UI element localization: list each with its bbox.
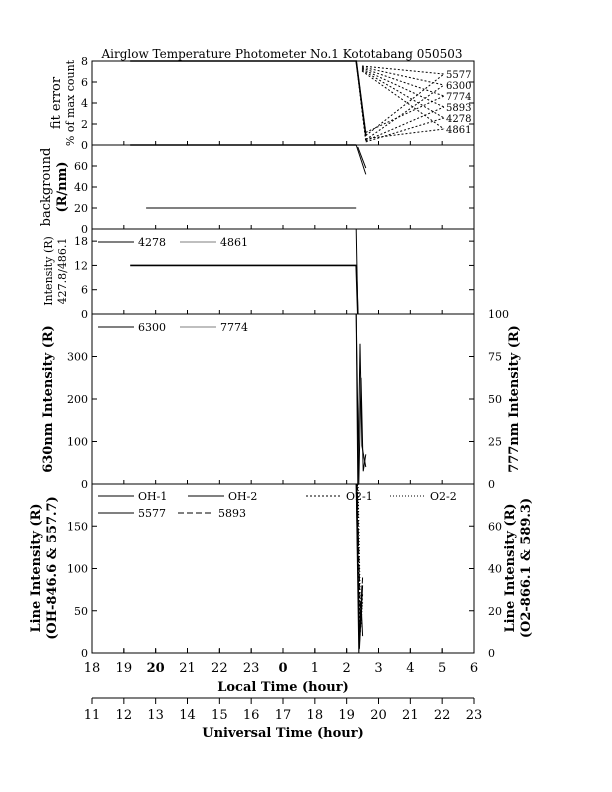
fit-error-legend-label: 4861 — [446, 125, 472, 136]
line-intensity-ytick-right-label: 60 — [488, 520, 502, 534]
universal-time-tick-label: 18 — [306, 708, 324, 723]
630nm-ytick-right-label: 25 — [488, 435, 502, 449]
background-ytick-label: 60 — [74, 160, 88, 173]
legend-label: O2-2 — [430, 490, 457, 503]
630nm-ylabel: 630nm Intensity (R) — [41, 325, 56, 473]
line-intensity-ytick-right-label: 0 — [488, 647, 495, 660]
fit-error-ytick-label: 4 — [81, 97, 88, 110]
local-time-tick-label: 18 — [83, 661, 101, 676]
777nm-ylabel: 777nm Intensity (R) — [507, 325, 522, 473]
fit-error-legend-label: 6300 — [446, 81, 472, 92]
background-ytick-label: 40 — [74, 181, 88, 194]
panel-background-frame — [92, 145, 474, 229]
line-intensity-right-ylabel-line2: (O2-866.1 & 589.3) — [519, 497, 534, 639]
local-time-tick-label: 6 — [469, 661, 479, 676]
background-ylabel-line1: background — [39, 147, 54, 227]
630nm-ytick-label: 200 — [67, 393, 88, 406]
legend-label: OH-2 — [228, 490, 258, 503]
universal-time-tick-label: 11 — [83, 708, 101, 723]
fit-error-leader-line — [366, 129, 444, 139]
fit-error-leader-line — [362, 69, 444, 107]
legend-label: O2-1 — [346, 490, 373, 503]
fit-error-ytick-label: 2 — [81, 118, 88, 131]
fit-error-ylabel-line2: % of max count — [64, 59, 77, 147]
local-time-tick-label: 21 — [179, 661, 196, 676]
universal-time-tick-label: 22 — [433, 708, 451, 723]
fit-error-ytick-label: 0 — [81, 139, 88, 152]
fit-error-leader-line — [362, 68, 444, 96]
legend-label: 5577 — [138, 507, 166, 520]
universal-time-tick-label: 20 — [370, 708, 387, 723]
local-time-tick-label: 3 — [374, 661, 383, 676]
legend-label: 4861 — [220, 236, 248, 249]
fit-error-series-line — [130, 61, 366, 136]
universal-time-tick-label: 17 — [274, 708, 292, 723]
local-time-tick-label: 19 — [115, 661, 133, 676]
fit-error-ytick-label: 8 — [81, 55, 88, 68]
panel-630nm-frame — [92, 314, 474, 484]
line-intensity-ytick-label: 50 — [74, 604, 88, 618]
local-time-xlabel: Local Time (hour) — [217, 680, 349, 695]
universal-time-xlabel: Universal Time (hour) — [202, 726, 364, 741]
line-intensity-ytick-label: 0 — [81, 647, 88, 660]
line-intensity-ytick-right-label: 40 — [488, 562, 502, 576]
local-time-tick-label: 4 — [406, 661, 415, 676]
background-ytick-label: 20 — [74, 202, 88, 215]
universal-time-tick-label: 16 — [242, 708, 260, 723]
fit-error-legend-label: 5577 — [446, 70, 472, 81]
background-series-line — [356, 145, 366, 174]
630nm-ytick-label: 0 — [81, 478, 88, 491]
630nm-ytick-right-label: 100 — [488, 308, 509, 321]
intensity-blue-ytick-label: 18 — [74, 235, 88, 249]
chart-title: Airglow Temperature Photometer No.1 Kototabang 050503 — [101, 47, 463, 61]
line-intensity-ytick-right-label: 20 — [488, 604, 502, 618]
universal-time-tick-label: 13 — [147, 708, 164, 723]
local-time-tick-label: 2 — [342, 661, 351, 676]
universal-time-tick-label: 19 — [338, 708, 355, 723]
fit-error-leader-line — [362, 71, 444, 129]
fit-error-ylabel-line1: fit error — [49, 76, 64, 130]
630nm-ytick-label: 300 — [67, 350, 88, 364]
background-ytick-label: 0 — [81, 223, 88, 236]
line-intensity-right-ylabel-line1: Line Intensity (R) — [503, 503, 518, 633]
630nm-ytick-right-label: 0 — [488, 478, 495, 491]
local-time-tick-label: 20 — [146, 661, 165, 676]
fit-error-series-line — [130, 61, 366, 141]
background-ylabel-line2: (R/nm) — [55, 161, 70, 213]
fit-error-legend-label: 5893 — [446, 103, 472, 114]
intensity-blue-series-line — [130, 265, 358, 314]
local-time-tick-label: 22 — [211, 661, 228, 676]
fit-error-leader-line — [366, 74, 444, 136]
local-time-tick-label: 0 — [278, 661, 288, 676]
legend-label: 6300 — [138, 321, 166, 334]
intensity-blue-ylabel-line2: 427.8/486.1 — [56, 237, 69, 305]
intensity-blue-ytick-label: 12 — [74, 259, 88, 273]
line-intensity-ytick-label: 150 — [67, 520, 88, 534]
intensity-blue-ytick-label: 6 — [81, 283, 88, 297]
universal-time-tick-label: 21 — [402, 708, 419, 723]
fit-error-series-line — [130, 61, 366, 139]
legend-label: OH-1 — [138, 490, 168, 503]
background-series-line — [358, 147, 366, 168]
630nm-ytick-label: 100 — [67, 435, 88, 449]
legend-label: 5893 — [218, 507, 246, 520]
line-intensity-ytick-label: 100 — [67, 562, 88, 576]
intensity-blue-ylabel-line1: Intensity (R) — [42, 236, 55, 306]
fit-error-series-line — [130, 61, 366, 140]
fit-error-legend-label: 4278 — [446, 114, 472, 125]
panel-fit-error-frame — [92, 61, 474, 145]
universal-time-tick-label: 12 — [115, 708, 133, 723]
fit-error-series-line — [130, 61, 366, 132]
line-intensity-left-ylabel-line1: Line Intensity (R) — [29, 503, 44, 633]
fit-error-legend-label: 7774 — [446, 92, 472, 103]
universal-time-tick-label: 14 — [179, 708, 196, 723]
local-time-tick-label: 23 — [242, 661, 260, 676]
local-time-tick-label: 1 — [310, 661, 319, 676]
intensity-blue-ytick-label: 0 — [81, 308, 88, 321]
630nm-ytick-right-label: 75 — [488, 350, 502, 364]
legend-label: 7774 — [220, 321, 248, 334]
630nm-ytick-right-label: 50 — [488, 393, 502, 406]
local-time-tick-label: 5 — [438, 661, 447, 676]
chart-marks — [67, 55, 509, 723]
fit-error-series-line — [130, 61, 366, 142]
universal-time-tick-label: 15 — [211, 708, 228, 723]
legend-label: 4278 — [138, 236, 166, 249]
fit-error-leader-line — [366, 107, 444, 141]
universal-time-tick-label: 23 — [465, 708, 483, 723]
fit-error-ytick-label: 6 — [81, 76, 88, 89]
panel-frames — [92, 61, 474, 698]
line-intensity-left-ylabel-line2: (OH-846.6 & 557.7) — [45, 496, 60, 640]
fit-error-leader-line — [366, 118, 444, 142]
